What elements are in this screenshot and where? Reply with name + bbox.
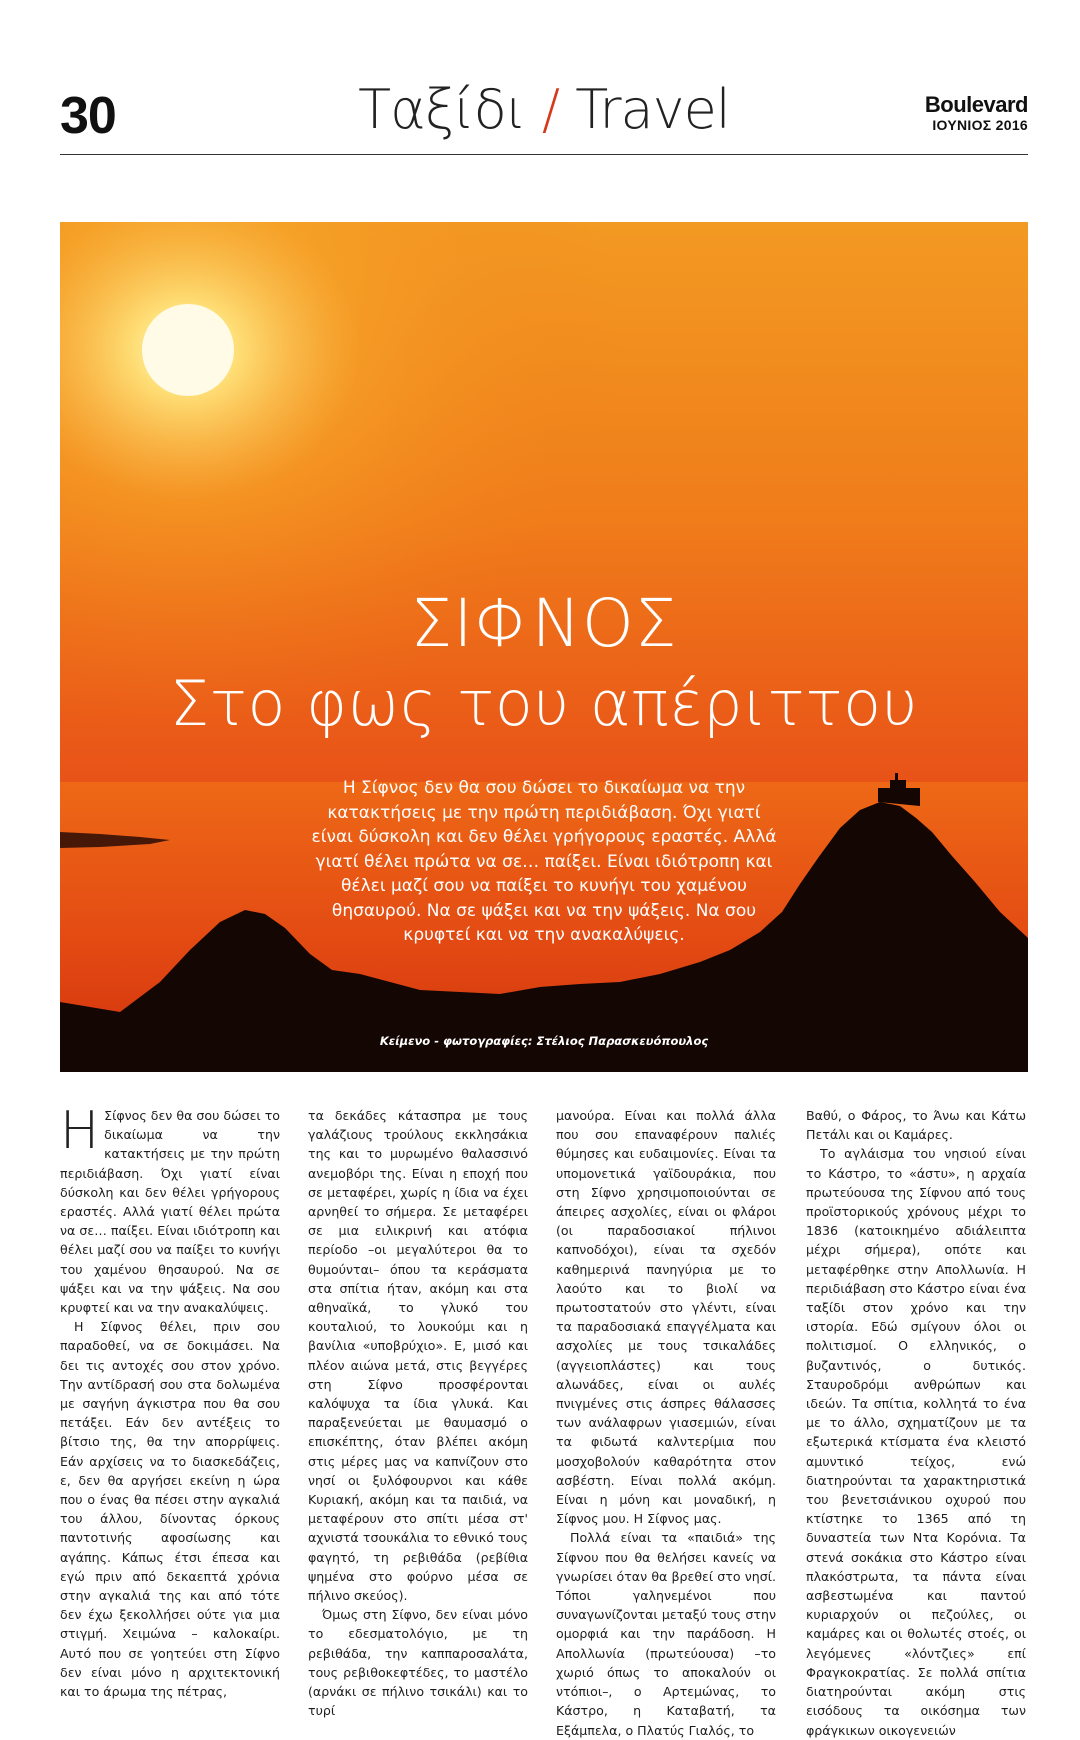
article-subtitle: Στο φως του απέριττου [170,667,918,740]
sun-icon [142,304,234,396]
masthead [925,94,1028,132]
paragraph: Βαθύ, ο Φάρος, το Άνω και Κάτω Πετάλι και οι Καμάρες. [806,1108,1026,1143]
paragraph: Η Σίφνος θέλει, πριν σου παραδοθεί, να σε δοκιμάσει. Να δει τις αντοχές σου στον χρόνο. Την αντίδρασή σου στα δολωμένα με σαγήνη άγκιστρα που θα σου πετάξει. Εάν δεν αντέξεις το βίτσιο της, θα την απορρίψεις. Εάν αρχίσεις να το διασκεδάζεις, ε, δεν θα αργήσει εκείνη η ώρα που ο ένας θα πέσει στην αγκαλιά του άλλου, δίνοντας όρκους παντοτινής αφοσίωσης και αγάπης. Κάπως έτσι έπεσα και εγώ πριν από δεκαεπτά χρόνια στην αγκαλιά της και από τότε δεν έχω ξεκολλήσει ούτε για μια στιγμή. Χειμώνα – καλοκαίρι. Αυτό που σε γοητεύει στη Σίφνο δεν είναι μόνο η αρχιτεκτονική και το άρωμα της πέτρας, [60,1319,280,1700]
paragraph: μανούρα. Είναι και πολλά άλλα που σου επαναφέρουν παλιές θύμησες και ευδαιμονίες. Είναι τα υπομονετικά γαϊδουράκια, που στη Σίφνο χρησιμοποιούνται σε άπειρες ασχολίες, είναι οι φλάροι (οι παραδοσιακοί πήλινοι καπνοδόχοι), είναι τα σχεδόν καθημερινά πανηγύρια με το λαούτο και το βιολί να πρωτοστατούν στο γλέντι, είναι τα παραδοσιακά επαγγέλματα και ασχολίες με τους τσικαλάδες (αγγειοπλάστες) και τους αλωνάδες, είναι οι αυλές πνιγμένες στις άσπρες θάλασσες των ανάλαφρων γιασεμιών, είναι τα φιδωτά καλντερίμια που μοσχοβολούν καθαρότητα στον ασβέστη. Είναι πολλά ακόμη. Είναι η μόνη και μοναδική, η Σίφνος μου. Η Σίφνος μας. [556,1108,776,1527]
paragraph: Όμως στη Σίφνο, δεν είναι μόνο το εδεσματολόγιο, με τη ρεβιθάδα, την καππαροσαλάτα, τους ρεβιθοκεφτέδες, το μαστέλο (αρνάκι σε πήλινο τσικάλι) και το τυρί [308,1607,528,1719]
article-title: ΣΙΦΝΟΣ [410,585,678,662]
section-title-english: Travel [575,78,730,141]
header-divider [60,154,1028,155]
article-body [60,1101,1028,1738]
text-column-1 [60,1101,280,1701]
paragraph: Πολλά είναι τα «παιδιά» της Σίφνου που θα θελήσει κανείς να γνωρίσει όταν θα βρεθεί στο νησί. Τόποι γαληνεμένοι που συναγωνίζονται μεταξύ τους στην ομορφιά και την παράδοση. Η Απολλωνία (πρωτεύουσα) –το χωριό όπως το αποκαλούν οι ντόπιοι–, ο Αρτεμώνας, το Κάστρο, η Καταβατή, τα Εξάμπελα, ο Πλατύς Γιαλός, το [556,1530,776,1738]
photo-credit: Κείμενο - φωτογραφίες: Στέλιος Παρασκευόπουλος [379,1034,709,1048]
drop-cap: Η [60,1101,100,1161]
article-lede: Η Σίφνος δεν θα σου δώσει το δικαίωμα να την κατακτήσεις με την πρώτη περιδιάβαση. Όχι γιατί είναι δύσκολη και δεν θέλει γρήγορους εραστές. Αλλά γιατί θέλει πρώτα να σε… παίξει. Είναι ιδιότροπη και θέλει μαζί σου να παίξει το κυνήγι του χαμένου θησαυρού. Να σε ψάξει και να την ψάξεις. Να σου κρυφτεί και να την ανακαλύψεις. [311,778,777,945]
paragraph: τα δεκάδες κάτασπρα με τους γαλάζιους τρούλους εκκλησάκια της και το μυρωμένο θαλασσινό ανεμοβόρι της. Είναι η εποχή που σε μεταφέρει, χωρίς η ίδια να έχει αρνηθεί το σήμερα. Σε μεταφέρει σε μια ειλικρινή και ατόφια περίοδο –οι μεγαλύτεροι θα το θυμούνται– όπου τα κεράσματα στα σπίτια ήταν, ακόμη και στα αθηναϊκά, το γλυκό του κουταλιού, το λουκούμι και η βανίλια «υποβρύχιο». Ε, μισό και πλέον αιώνα μετά, στις βεγγέρες στη Σίφνο προσφέρονται καλόψυχα τα ίδια γλυκά. Και παραξενεύεται με θαυμασμό ο επισκέπτης, όταν βλέπει ακόμη στις μέρες μας να καπνίζουν στο νησί οι ξυλόφουρνοι και κάθε Κυριακή, ακόμη και τα παιδιά, να μεταφέρουν στο σπίτι μέσα στ' αχνιστά τσουκάλια το εθνικό τους φαγητό, τη ρεβιθάδα (ρεβίθια ψημένα στο φούρνο μέσα σε πήλινο σκεύος). [308,1108,528,1604]
section-title-greek: Ταξίδι [358,78,526,141]
section-separator: / [541,78,560,141]
hero-photo [60,222,1028,1072]
text-column-3 [556,1106,776,1740]
issue-date: ΙΟΥΝΙΟΣ 2016 [932,117,1028,133]
text-column-4 [806,1106,1026,1740]
paragraph: Η Σίφνος δεν θα σου δώσει το δικαίωμα να την κατακτήσεις με την πρώτη περιδιάβαση. Όχι γιατί είναι δύσκολη και δεν θέλει γρήγορους εραστές. Αλλά γιατί θέλει πρώτα να σε… παίξει. Είναι ιδιότροπη και θέλει μαζί σου να παίξει το κυνήγι του χαμένου θησαυρού. Να σε ψάξει και να την ψάξεις. Να σου κρυφτεί και να την ανακαλύψεις. [60,1101,280,1316]
hero-title-block [60,584,1028,744]
brand-logo: Boulevard [924,92,1028,117]
paragraph: Το αγλάισμα του νησιού είναι το Κάστρο, το «άστυ», η αρχαία πρωτεύουσα της Σίφνου από τους προϊστορικούς χρόνους μέχρι το 1836 (κατοικημένο αδιάλειπτα μέχρι σήμερα), οπότε και μεταφέρθηκε στην Απολλωνία. Η περιδιάβαση στο Κάστρο είναι ένα ταξίδι στον χρόνο και την ιστορία. Εδώ σμίγουν όλοι οι πολιτισμοί. Ο ελληνικός, ο βυζαντινός, ο δυτικός. Σταυροδρόμι ανθρώπων και ιδεών. Τα σπίτια, κολλητά το ένα με το άλλο, σχηματίζουν με τα εξωτερικά κτίσματα ένα κλειστό αμυντικό τείχος, ενώ διατηρούνται τα χαρακτηριστικά του βενετσιάνικου οχυρού που κτίστηκε το 1365 από τη δυναστεία των Ντα Κορόνια. Τα στενά σοκάκια στο Κάστρο είναι πλακόστρωτα, τα πάντα είναι ασβεστωμένα και παντού κυριαρχούν οι πεζούλες, οι καμάρες και οι θολωτές στοές, οι λεγόμενες «λόντζιες» επί Φραγκοκρατίας. Σε πολλά σπίτια διατηρούνται ακόμη στις εισόδους τα οικόσημα των φράγκικων οικογενειών [806,1146,1026,1738]
text-column-2 [308,1106,528,1721]
section-title [60,78,1028,141]
page-header [60,78,1028,154]
page-number: 30 [60,87,116,145]
